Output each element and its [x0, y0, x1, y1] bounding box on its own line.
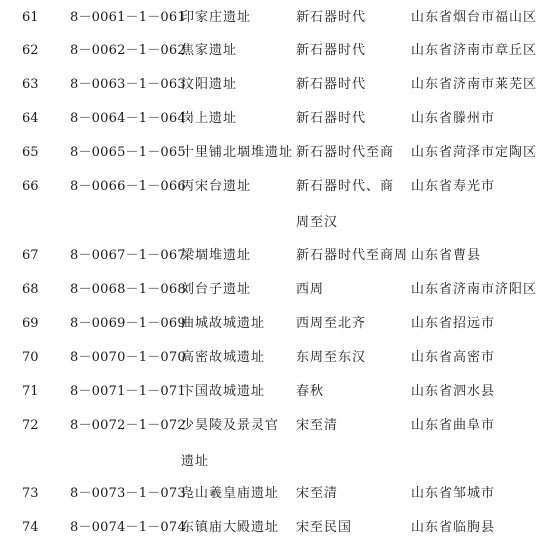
- site-period: [296, 340, 406, 376]
- site-name-line: 刘台子遗址: [181, 282, 252, 297]
- row-number: 64: [22, 111, 39, 126]
- site-code: 8－0071－1－071: [70, 384, 186, 399]
- site-period-line: 宋至清: [296, 418, 339, 433]
- site-period-line: 西周: [296, 282, 325, 297]
- site-period-line: 新石器时代: [296, 10, 367, 25]
- site-period-line: 新石器时代至商周: [296, 248, 409, 263]
- site-location: 山东省烟台市福山区: [411, 10, 538, 25]
- site-period: [296, 272, 406, 308]
- site-name-line: 汶阳遗址: [181, 77, 238, 92]
- site-period-line: 新石器时代: [296, 43, 367, 58]
- site-location: 山东省菏泽市定陶区: [411, 145, 538, 160]
- site-period: [296, 476, 406, 512]
- site-name-line: 焦家遗址: [181, 43, 238, 58]
- site-code: 8－0061－1－061: [70, 10, 186, 25]
- site-name: [181, 169, 291, 205]
- site-period: [296, 238, 409, 274]
- site-name: [181, 374, 291, 410]
- row-number: 73: [22, 486, 39, 501]
- row-number: 63: [22, 77, 39, 92]
- site-period-line: 宋至民国: [296, 520, 353, 535]
- site-name: [181, 101, 291, 137]
- site-period: [296, 374, 406, 410]
- site-location: 山东省曹县: [411, 248, 482, 263]
- site-name-line: 印家庄遗址: [181, 10, 252, 25]
- row-number: 69: [22, 316, 39, 331]
- site-location: 山东省滕州市: [411, 111, 496, 126]
- site-code: 8－0070－1－070: [70, 350, 186, 365]
- site-location: 山东省济南市莱芜区: [411, 77, 538, 92]
- row-number: 71: [22, 384, 39, 399]
- site-period: [296, 67, 406, 103]
- site-name: [181, 476, 291, 512]
- site-period-line: 宋至清: [296, 486, 339, 501]
- site-code: 8－0073－1－073: [70, 486, 186, 501]
- site-period-line: 东周至东汉: [296, 350, 367, 365]
- site-name: [181, 238, 291, 274]
- site-code: 8－0072－1－072: [70, 418, 186, 433]
- site-name: [181, 408, 291, 480]
- site-location: 山东省济南市济阳区: [411, 282, 538, 297]
- site-name-line: 卞国故城遗址: [181, 384, 266, 399]
- site-location: 山东省济南市章丘区: [411, 43, 538, 58]
- site-period: [296, 408, 406, 444]
- site-period: [296, 135, 406, 171]
- site-period: [296, 169, 406, 241]
- site-name-line: 十里铺北堌堆遗址: [181, 145, 294, 160]
- site-period-line: 周至汉: [296, 215, 339, 230]
- row-number: 70: [22, 350, 39, 365]
- site-code: 8－0066－1－066: [70, 179, 186, 194]
- site-name: [181, 272, 291, 308]
- site-period: [296, 33, 406, 69]
- site-name-line: 梁堌堆遗址: [181, 248, 252, 263]
- site-code: 8－0064－1－064: [70, 111, 186, 126]
- site-name-line: 东镇庙大殿遗址: [181, 520, 280, 535]
- row-number: 62: [22, 43, 39, 58]
- site-location: 山东省泗水县: [411, 384, 496, 399]
- site-name: [181, 135, 294, 171]
- site-code: 8－0062－1－062: [70, 43, 186, 58]
- site-code: 8－0068－1－068: [70, 282, 186, 297]
- site-name-line: 凫山羲皇庙遗址: [181, 486, 280, 501]
- site-period-line: 新石器时代: [296, 111, 367, 126]
- site-location: 山东省邹城市: [411, 486, 496, 501]
- site-code: 8－0065－1－065: [70, 145, 186, 160]
- row-number: 61: [22, 10, 39, 25]
- site-period-line: 新石器时代、商: [296, 179, 395, 194]
- site-name: [181, 340, 291, 376]
- row-number: 67: [22, 248, 39, 263]
- site-location: 山东省临朐县: [411, 520, 496, 535]
- site-name-line: 遗址: [181, 454, 210, 469]
- row-number: 72: [22, 418, 39, 433]
- site-period: [296, 306, 406, 342]
- row-number: 65: [22, 145, 39, 160]
- site-name: [181, 306, 291, 342]
- site-location: 山东省曲阜市: [411, 418, 496, 433]
- site-period: [296, 0, 406, 36]
- site-period-line: 新石器时代: [296, 77, 367, 92]
- site-period-line: 新石器时代至商: [296, 145, 395, 160]
- site-location: 山东省寿光市: [411, 179, 496, 194]
- site-name: [181, 0, 291, 36]
- site-code: 8－0074－1－074: [70, 520, 186, 535]
- site-name-line: 岗上遗址: [181, 111, 238, 126]
- site-code: 8－0069－1－069: [70, 316, 186, 331]
- site-period: [296, 101, 406, 137]
- site-code: 8－0063－1－063: [70, 77, 186, 92]
- site-location: 山东省招远市: [411, 316, 496, 331]
- site-name-line: 丙宋台遗址: [181, 179, 252, 194]
- site-period-line: 西周至北齐: [296, 316, 367, 331]
- site-period-line: 春秋: [296, 384, 325, 399]
- site-name-line: 曲城故城遗址: [181, 316, 266, 331]
- site-location: 山东省高密市: [411, 350, 496, 365]
- site-code: 8－0067－1－067: [70, 248, 186, 263]
- row-number: 74: [22, 520, 39, 535]
- site-name-line: 少昊陵及景灵官: [181, 418, 280, 433]
- site-name: [181, 33, 291, 69]
- row-number: 68: [22, 282, 39, 297]
- site-name: [181, 67, 291, 103]
- site-name-line: 高密故城遗址: [181, 350, 266, 365]
- row-number: 66: [22, 179, 39, 194]
